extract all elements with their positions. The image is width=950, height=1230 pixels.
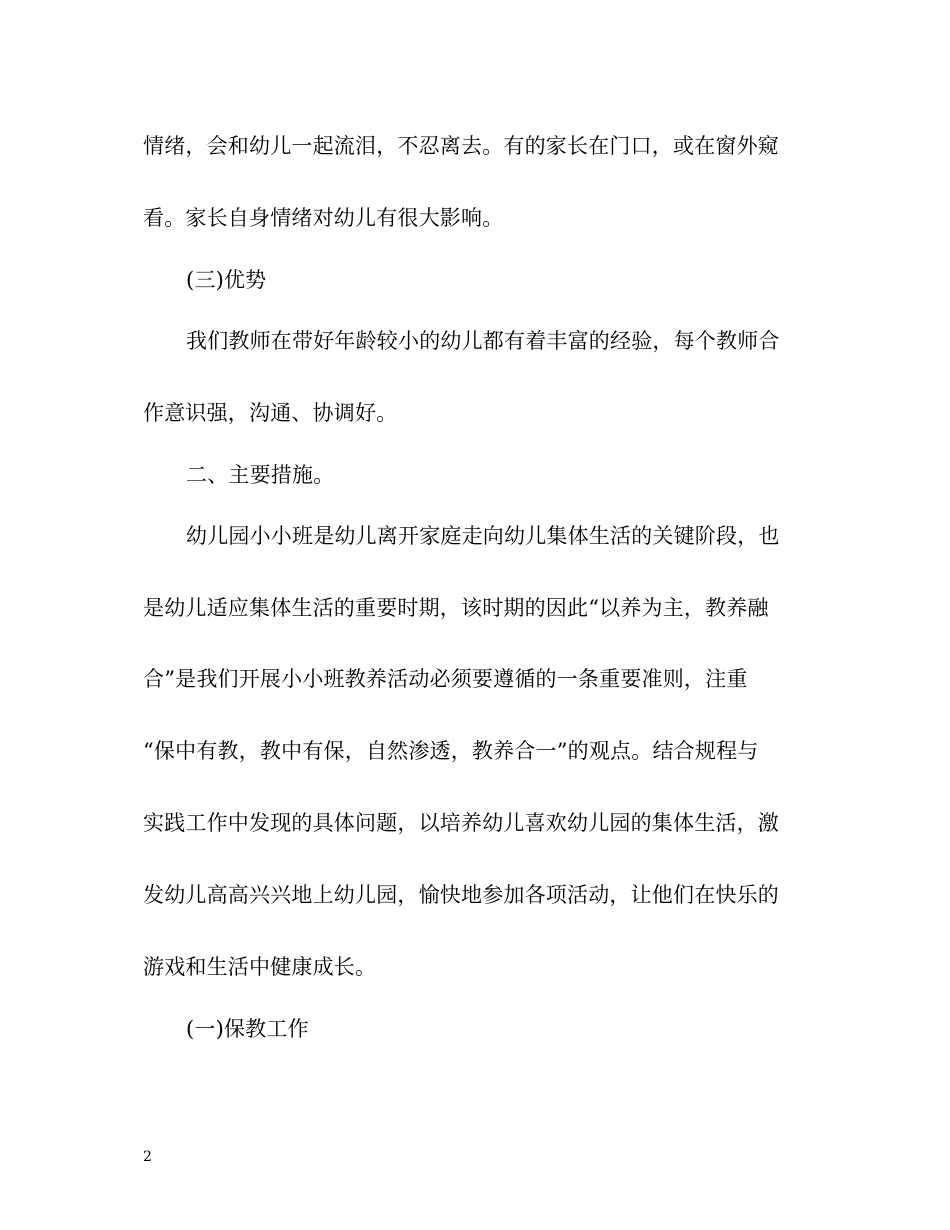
body-text-line: 看。家长自身情绪对幼儿有很大影响。 — [143, 206, 504, 230]
page-number: 2 — [143, 1149, 152, 1165]
paragraph-first-line: 幼儿园小小班是幼儿离开家庭走向幼儿集体生活的关键阶段，也 — [186, 524, 780, 548]
body-text-line: 游戏和生活中健康成长。 — [143, 955, 377, 979]
body-text-line: 发幼儿高高兴兴地上幼儿园，愉快地参加各项活动，让他们在快乐的 — [143, 883, 779, 907]
section-heading: (三)优势 — [186, 268, 267, 292]
body-text-line: 实践工作中发现的具体问题，以培养幼儿喜欢幼儿园的集体生活，激 — [143, 811, 779, 835]
body-text-line: 合”是我们开展小小班教养活动必须要遵循的一条重要准则，注重 — [143, 667, 748, 691]
body-text-line: 情绪，会和幼儿一起流泪，不忍离去。有的家长在门口，或在窗外窥 — [143, 134, 779, 158]
section-heading: 二、主要措施。 — [186, 463, 335, 487]
body-text-line: 作意识强，沟通、协调好。 — [143, 401, 398, 425]
body-text-line: “保中有教，教中有保，自然渗透，教养合一”的观点。结合规程与 — [143, 739, 759, 763]
body-text-line: 是幼儿适应集体生活的重要时期，该时期的因此“以养为主，教养融 — [143, 596, 769, 620]
section-heading: (一)保教工作 — [186, 1017, 309, 1041]
paragraph-first-line: 我们教师在带好年龄较小的幼儿都有着丰富的经验，每个教师合 — [186, 329, 780, 353]
